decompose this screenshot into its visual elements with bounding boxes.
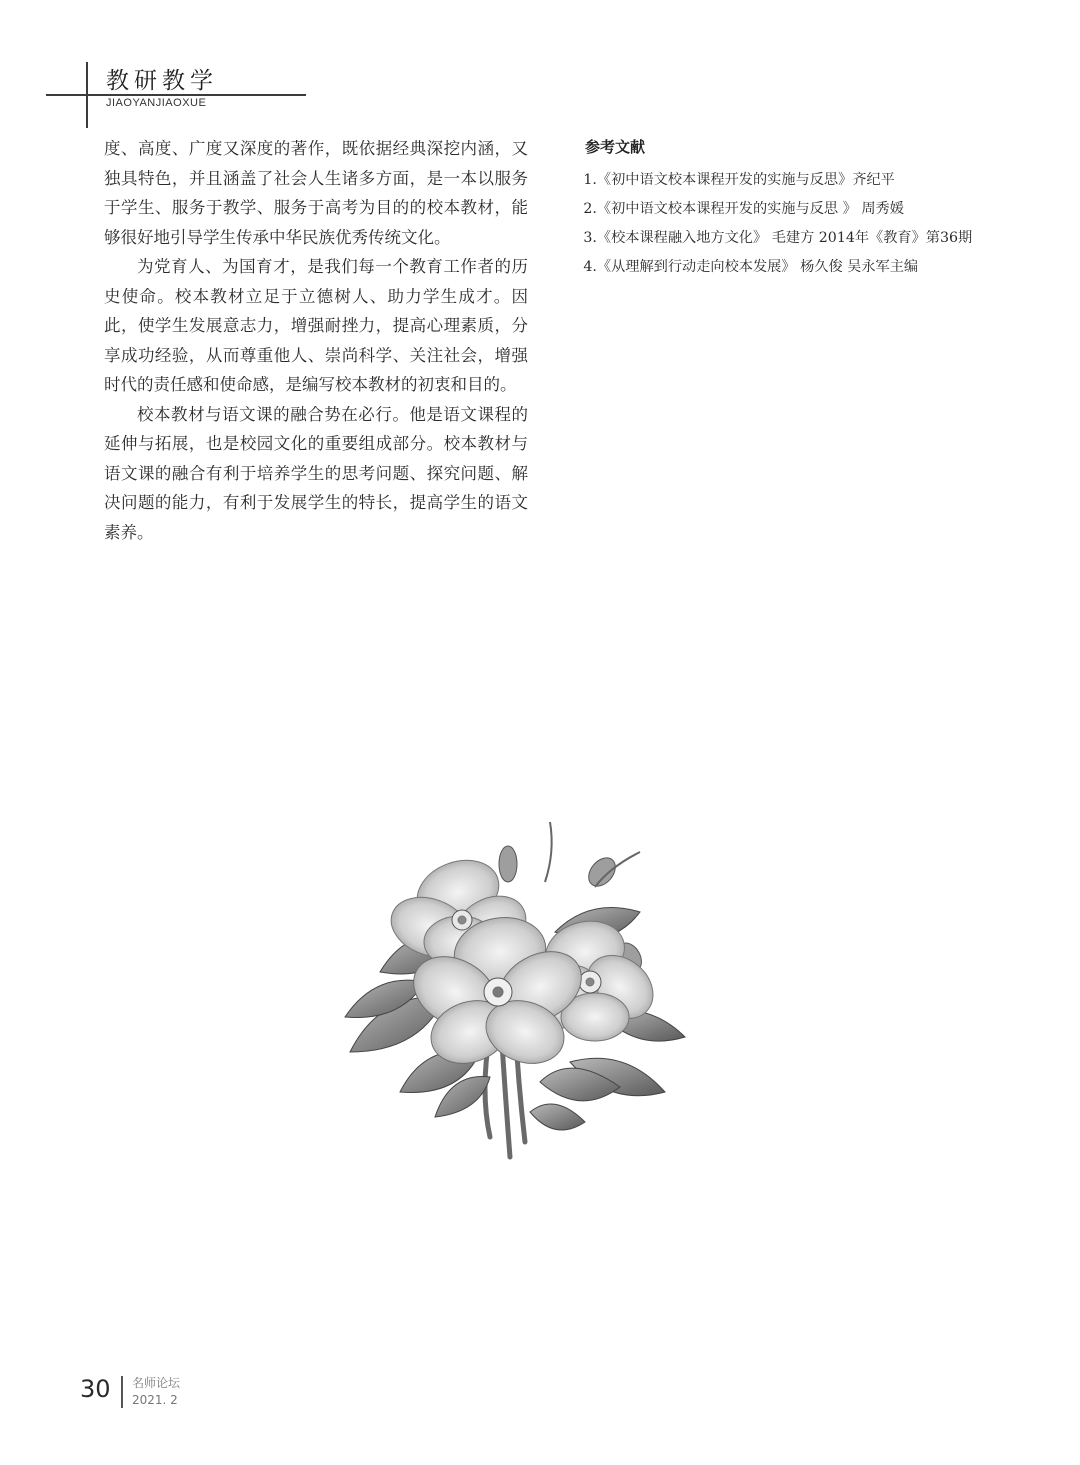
footer-divider [121,1376,123,1408]
reference-item: 1.《初中语文校本课程开发的实施与反思》齐纪平 [583,172,895,188]
page-number: 30 [80,1375,111,1403]
issue-date: 2021. 2 [132,1393,178,1407]
section-title: 教研教学 [106,68,218,94]
section-pinyin: JIAOYANJIAOXUE [106,97,207,109]
publication-name: 名师论坛 [132,1376,181,1390]
article-body [104,134,528,547]
reference-item: 2.《初中语文校本课程开发的实施与反思 》 周秀媛 [583,201,904,217]
article-paragraph: 为党育人、为国育才，是我们每一个教育工作者的历史使命。校本教材立足于立德树人、助力学生成才。因此，使学生发展意志力，增强耐挫力，提高心理素质，分享成功经验，从而尊重他人、崇尚科学、关注社会，增强时代的责任感和使命感，是编写校本教材的初衷和目的。 [104,257,528,394]
reference-item: 3.《校本课程融入地方文化》 毛建方 2014年《教育》第36期 [583,230,973,246]
article-paragraph: 度、高度、广度又深度的著作，既依据经典深挖内涵，又独具特色，并且涵盖了社会人生诸多方面，是一本以服务于学生、服务于教学、服务于高考为目的的校本教材，能够很好地引导学生传承中华民族优秀传统文化。 [104,139,528,247]
references-title: 参考文献 [585,138,646,156]
reference-item: 4.《从理解到行动走向校本发展》 杨久俊 吴永军主编 [583,259,919,275]
article-paragraph: 校本教材与语文课的融合势在必行。他是语文课程的延伸与拓展，也是校园文化的重要组成部分。校本教材与语文课的融合有利于培养学生的思考问题、探究问题、解决问题的能力，有利于发展学生的特长，提高学生的语文素养。 [104,404,528,542]
rose-bouquet-illustration [340,812,710,1172]
references-section [555,136,975,282]
